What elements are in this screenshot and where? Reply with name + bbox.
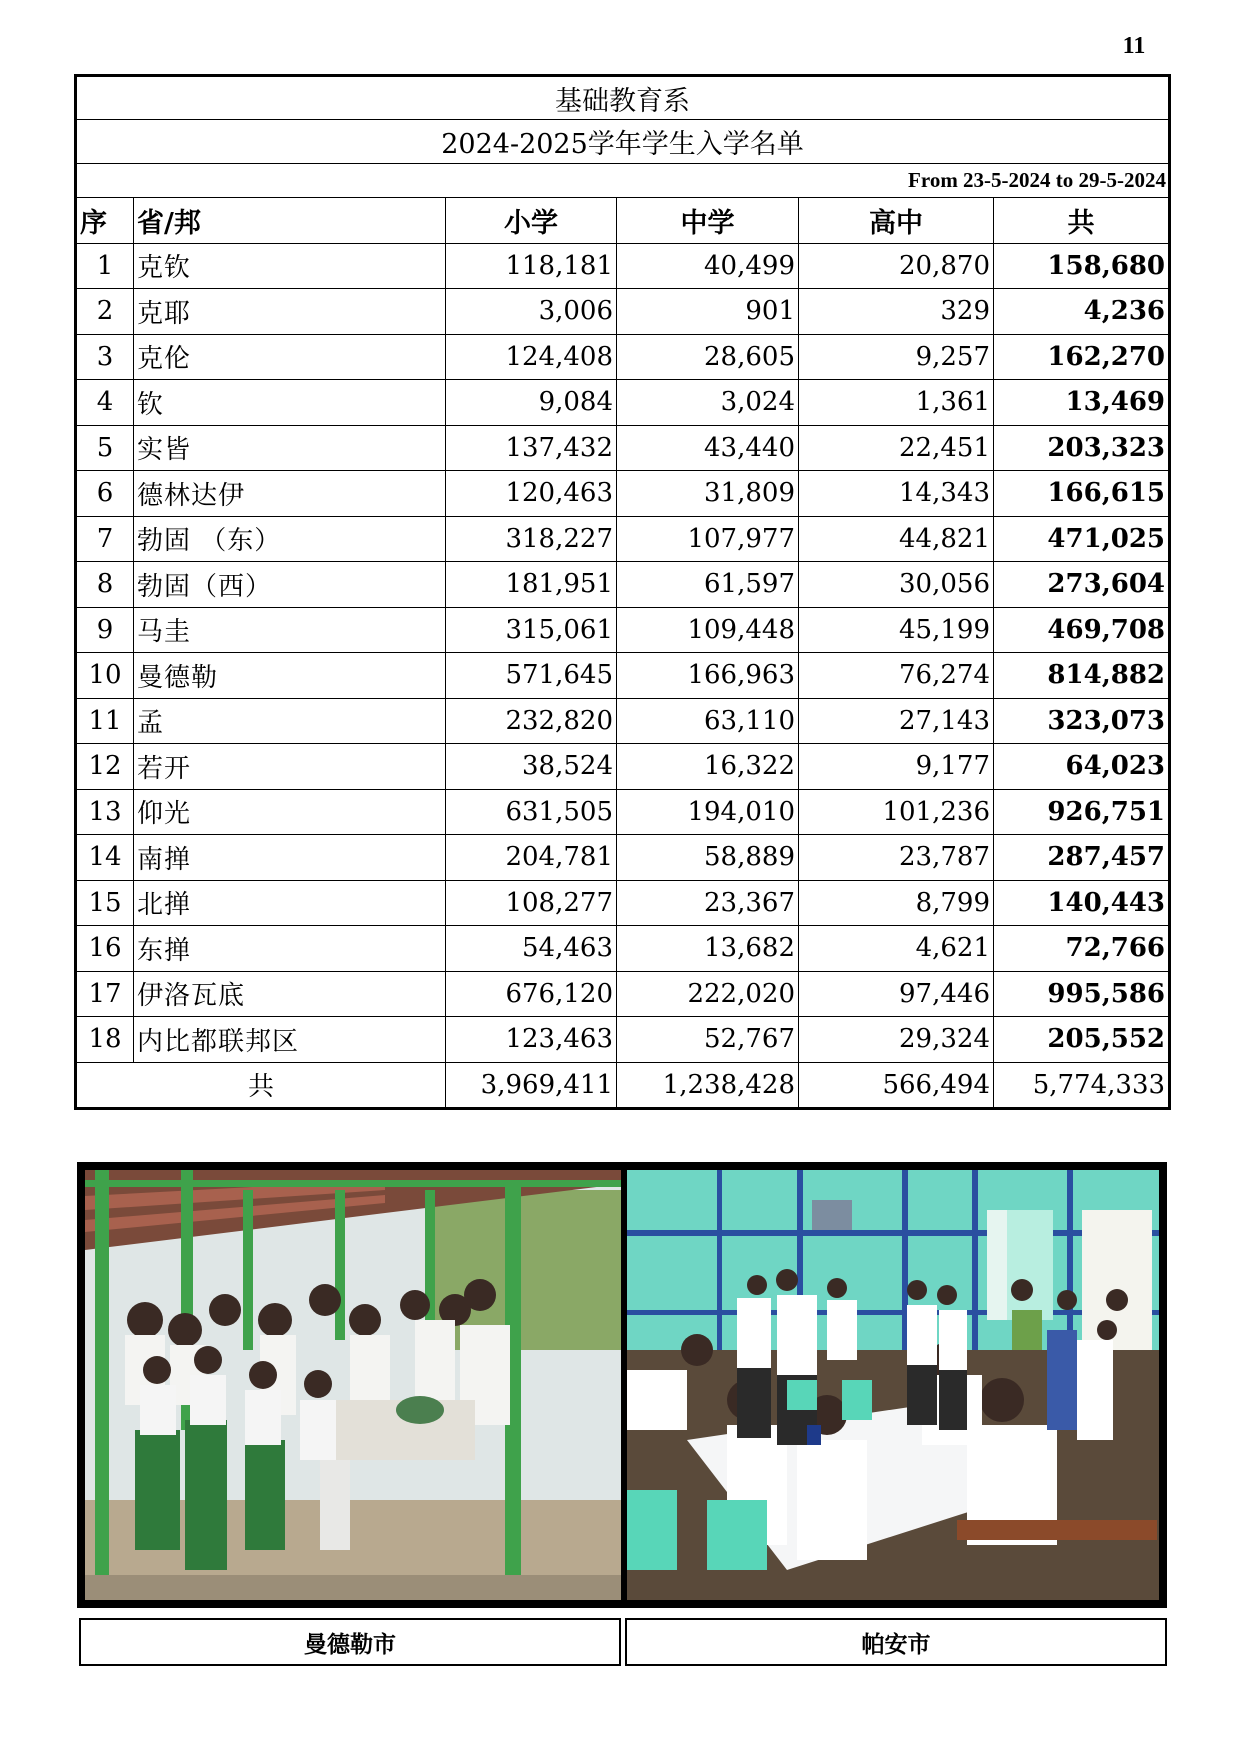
table-row — [76, 926, 1170, 972]
header-middle: 中学 — [617, 198, 799, 244]
row-total: 469,708 — [994, 607, 1170, 653]
row-middle: 23,367 — [617, 880, 799, 926]
header-index: 序 — [76, 198, 134, 244]
row-primary: 137,432 — [446, 425, 617, 471]
header-region: 省/邦 — [134, 198, 446, 244]
row-index: 14 — [76, 835, 134, 881]
row-index: 6 — [76, 471, 134, 517]
row-index: 4 — [76, 380, 134, 426]
row-high: 44,821 — [799, 516, 994, 562]
row-total: 203,323 — [994, 425, 1170, 471]
row-total: 471,025 — [994, 516, 1170, 562]
row-index: 10 — [76, 653, 134, 699]
totals-row — [76, 1062, 1170, 1108]
row-region: 若开 — [134, 744, 446, 790]
enrollment-table — [74, 74, 1171, 1110]
table-row — [76, 835, 1170, 881]
row-index: 1 — [76, 243, 134, 289]
table-row — [76, 698, 1170, 744]
row-total: 205,552 — [994, 1017, 1170, 1063]
row-high: 76,274 — [799, 653, 994, 699]
row-total: 4,236 — [994, 289, 1170, 335]
row-high: 329 — [799, 289, 994, 335]
table-row — [76, 653, 1170, 699]
row-total: 995,586 — [994, 971, 1170, 1017]
table-row — [76, 516, 1170, 562]
row-index: 16 — [76, 926, 134, 972]
row-primary: 124,408 — [446, 334, 617, 380]
row-middle: 28,605 — [617, 334, 799, 380]
row-middle: 16,322 — [617, 744, 799, 790]
row-region: 克钦 — [134, 243, 446, 289]
row-index: 8 — [76, 562, 134, 608]
row-index: 17 — [76, 971, 134, 1017]
row-index: 5 — [76, 425, 134, 471]
row-total: 162,270 — [994, 334, 1170, 380]
row-middle: 13,682 — [617, 926, 799, 972]
row-high: 8,799 — [799, 880, 994, 926]
row-total: 64,023 — [994, 744, 1170, 790]
row-region: 南掸 — [134, 835, 446, 881]
row-primary: 318,227 — [446, 516, 617, 562]
row-primary: 571,645 — [446, 653, 617, 699]
row-region: 马圭 — [134, 607, 446, 653]
table-row — [76, 880, 1170, 926]
row-high: 30,056 — [799, 562, 994, 608]
row-middle: 40,499 — [617, 243, 799, 289]
row-primary: 38,524 — [446, 744, 617, 790]
row-high: 9,177 — [799, 744, 994, 790]
row-index: 13 — [76, 789, 134, 835]
row-primary: 232,820 — [446, 698, 617, 744]
table-row — [76, 607, 1170, 653]
row-region: 北掸 — [134, 880, 446, 926]
table-row — [76, 471, 1170, 517]
row-primary: 120,463 — [446, 471, 617, 517]
row-region: 内比都联邦区 — [134, 1017, 446, 1063]
header-total: 共 — [994, 198, 1170, 244]
row-region: 实皆 — [134, 425, 446, 471]
table-row — [76, 562, 1170, 608]
row-index: 18 — [76, 1017, 134, 1063]
enrollment-table-section — [74, 74, 1168, 1110]
date-range: From 23-5-2024 to 29-5-2024 — [76, 164, 1170, 198]
row-total: 140,443 — [994, 880, 1170, 926]
row-middle: 63,110 — [617, 698, 799, 744]
table-row — [76, 334, 1170, 380]
row-high: 14,343 — [799, 471, 994, 517]
photo-enrollment-classroom — [627, 1170, 1159, 1600]
row-region: 德林达伊 — [134, 471, 446, 517]
row-index: 9 — [76, 607, 134, 653]
photo-caption-mandalay: 曼德勒市 — [79, 1618, 621, 1666]
row-index: 7 — [76, 516, 134, 562]
row-total: 814,882 — [994, 653, 1170, 699]
row-primary: 676,120 — [446, 971, 617, 1017]
row-region: 东掸 — [134, 926, 446, 972]
row-region: 钦 — [134, 380, 446, 426]
row-high: 29,324 — [799, 1017, 994, 1063]
row-region: 仰光 — [134, 789, 446, 835]
row-total: 926,751 — [994, 789, 1170, 835]
row-primary: 54,463 — [446, 926, 617, 972]
table-row — [76, 289, 1170, 335]
table-row — [76, 789, 1170, 835]
row-index: 2 — [76, 289, 134, 335]
row-middle: 166,963 — [617, 653, 799, 699]
row-primary: 204,781 — [446, 835, 617, 881]
row-primary: 631,505 — [446, 789, 617, 835]
table-row — [76, 380, 1170, 426]
row-index: 11 — [76, 698, 134, 744]
row-high: 45,199 — [799, 607, 994, 653]
row-high: 4,621 — [799, 926, 994, 972]
row-primary: 315,061 — [446, 607, 617, 653]
row-middle: 901 — [617, 289, 799, 335]
row-region: 克耶 — [134, 289, 446, 335]
table-row — [76, 425, 1170, 471]
row-total: 13,469 — [994, 380, 1170, 426]
row-index: 12 — [76, 744, 134, 790]
row-middle: 52,767 — [617, 1017, 799, 1063]
row-middle: 31,809 — [617, 471, 799, 517]
row-middle: 3,024 — [617, 380, 799, 426]
row-region: 克伦 — [134, 334, 446, 380]
row-high: 101,236 — [799, 789, 994, 835]
row-middle: 222,020 — [617, 971, 799, 1017]
table-subtitle: 2024-2025学年学生入学名单 — [76, 120, 1170, 164]
row-high: 23,787 — [799, 835, 994, 881]
page-number: 11 — [1122, 33, 1146, 59]
row-high: 22,451 — [799, 425, 994, 471]
row-high: 9,257 — [799, 334, 994, 380]
table-row — [76, 744, 1170, 790]
header-primary: 小学 — [446, 198, 617, 244]
row-total: 323,073 — [994, 698, 1170, 744]
totals-middle: 1,238,428 — [617, 1062, 799, 1108]
table-header-row — [76, 198, 1170, 244]
totals-label: 共 — [76, 1062, 446, 1108]
row-middle: 107,977 — [617, 516, 799, 562]
row-index: 15 — [76, 880, 134, 926]
row-middle: 194,010 — [617, 789, 799, 835]
table-title: 基础教育系 — [76, 76, 1170, 120]
row-region: 伊洛瓦底 — [134, 971, 446, 1017]
row-total: 72,766 — [994, 926, 1170, 972]
row-primary: 108,277 — [446, 880, 617, 926]
row-total: 273,604 — [994, 562, 1170, 608]
row-region: 勃固 （东） — [134, 516, 446, 562]
row-middle: 61,597 — [617, 562, 799, 608]
row-primary: 118,181 — [446, 243, 617, 289]
table-row — [76, 971, 1170, 1017]
photo-enrollment-veranda — [85, 1170, 621, 1600]
row-high: 27,143 — [799, 698, 994, 744]
photo-frame — [77, 1162, 1167, 1608]
table-row — [76, 243, 1170, 289]
totals-total: 5,774,333 — [994, 1062, 1170, 1108]
row-total: 287,457 — [994, 835, 1170, 881]
row-middle: 43,440 — [617, 425, 799, 471]
row-high: 20,870 — [799, 243, 994, 289]
row-primary: 9,084 — [446, 380, 617, 426]
header-high: 高中 — [799, 198, 994, 244]
row-primary: 3,006 — [446, 289, 617, 335]
row-region: 曼德勒 — [134, 653, 446, 699]
totals-high: 566,494 — [799, 1062, 994, 1108]
row-primary: 181,951 — [446, 562, 617, 608]
row-high: 1,361 — [799, 380, 994, 426]
row-index: 3 — [76, 334, 134, 380]
photo-caption-hpa-an: 帕安市 — [625, 1618, 1167, 1666]
row-high: 97,446 — [799, 971, 994, 1017]
row-total: 166,615 — [994, 471, 1170, 517]
row-region: 勃固（西） — [134, 562, 446, 608]
row-middle: 109,448 — [617, 607, 799, 653]
row-middle: 58,889 — [617, 835, 799, 881]
table-row — [76, 1017, 1170, 1063]
row-primary: 123,463 — [446, 1017, 617, 1063]
row-region: 孟 — [134, 698, 446, 744]
row-total: 158,680 — [994, 243, 1170, 289]
totals-primary: 3,969,411 — [446, 1062, 617, 1108]
